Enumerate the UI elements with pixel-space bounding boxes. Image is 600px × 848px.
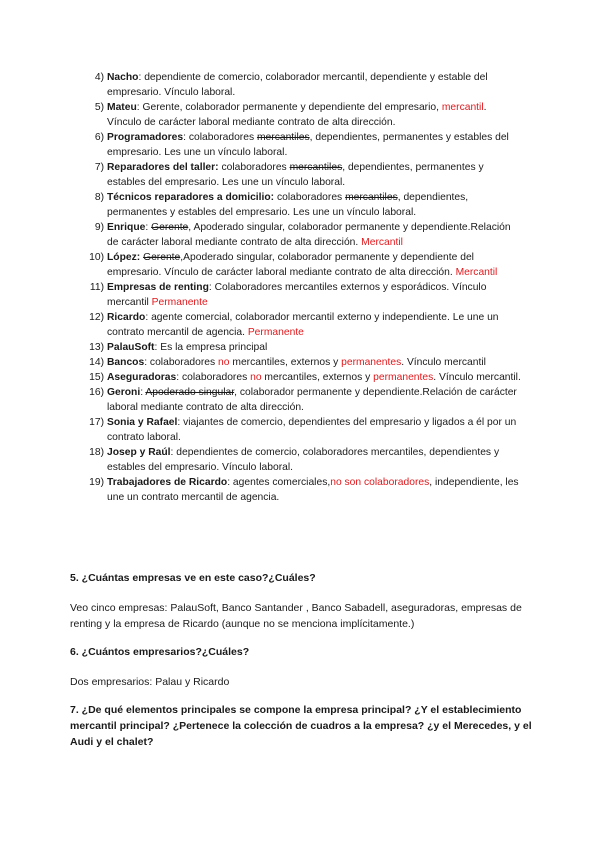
item-text: , dependientes, permanentes y estables del empresario. Les une un vínculo laboral. <box>107 192 469 218</box>
item-text: colaboradores <box>218 162 290 173</box>
list-item <box>80 70 522 100</box>
list-item-number: 18) <box>89 447 104 458</box>
item-name: Geroni <box>107 387 141 398</box>
list-item-number: 11) <box>89 282 104 293</box>
red-annotation: permanentes <box>373 372 434 383</box>
red-annotation: Mercantil <box>455 267 498 278</box>
item-text: : colaboradores <box>144 357 219 368</box>
answer-5: Veo cinco empresas: PalauSoft, Banco Santander , Banco Sabadell, aseguradoras, empresas de renting y la empresa de Ricardo (aunque no se menciona implícitamente.) <box>70 602 522 630</box>
red-annotation: Permanente <box>247 327 304 338</box>
list-item-number: 17) <box>89 417 104 428</box>
list-item <box>80 250 522 280</box>
item-name: Bancos <box>107 357 145 368</box>
item-text: : colaboradores <box>176 372 251 383</box>
item-text: . Vínculo de carácter laboral mediante contrato de alta dirección. <box>107 102 487 128</box>
item-text: : dependientes de comercio, colaboradores mercantiles, dependientes y estables del empresario. Vínculo laboral. <box>107 447 500 473</box>
item-name: Ricardo <box>107 312 146 323</box>
struck-text: mercantiles <box>289 162 343 173</box>
list-item-number: 8) <box>94 192 104 203</box>
item-text: , independiente, les une un contrato mercantil de agencia. <box>107 477 519 503</box>
question-6-section <box>70 644 540 690</box>
red-annotation: no <box>250 372 262 383</box>
question-6: 6. ¿Cuántos empresarios?¿Cuáles? <box>70 646 250 658</box>
red-annotation: no son colaboradores <box>330 477 430 488</box>
item-text: : agentes comerciales, <box>227 477 331 488</box>
struck-text: Gerente <box>143 252 181 263</box>
item-name: Reparadores del taller: <box>107 162 219 173</box>
item-text: mercantiles, externos y <box>261 372 374 383</box>
item-text: : <box>140 387 146 398</box>
list-item-number: 19) <box>89 477 104 488</box>
item-name: Mateu <box>107 102 137 113</box>
list-item <box>80 160 522 190</box>
item-text: colaboradores <box>274 192 346 203</box>
list-item-number: 14) <box>89 357 104 368</box>
struck-text: Gerente <box>151 222 189 233</box>
list-item <box>80 475 522 505</box>
item-name: López: <box>107 252 141 263</box>
list-item-number: 7) <box>94 162 104 173</box>
list-item-number: 13) <box>89 342 104 353</box>
item-name: Enrique <box>107 222 146 233</box>
item-text: : dependiente de comercio, colaborador mercantil, dependiente y estable del empresario. Vínculo laboral. <box>107 72 488 98</box>
item-text: . Vínculo mercantil <box>401 357 486 368</box>
list-item <box>80 100 522 130</box>
item-text: : Colaboradores mercantiles externos y esporádicos. Vínculo mercantil <box>107 282 487 308</box>
list-item <box>80 385 522 415</box>
item-name: Josep y Raúl <box>107 447 171 458</box>
item-text: : colaboradores <box>183 132 257 143</box>
list-item <box>80 220 522 250</box>
list-item <box>80 190 522 220</box>
item-text: : agente comercial, colaborador mercantil externo y independiente. Le une un contrato mercantil de agencia. <box>107 312 499 338</box>
item-text: , dependientes, permanentes y estables del empresario. Les une un vínculo laboral. <box>107 132 509 158</box>
item-name: PalauSoft <box>107 342 155 353</box>
list-item <box>80 415 522 445</box>
question-7: 7. ¿De qué elementos principales se compone la empresa principal? ¿Y el establecimiento mercantil principal? ¿Pertenece la colección de cuadros a la empresa? ¿y el Merecedes, y el Audi y el chalet? <box>70 704 532 748</box>
list-item <box>80 355 522 370</box>
answer-6: Dos empresarios: Palau y Ricardo <box>70 676 230 688</box>
list-item-number: 6) <box>94 132 104 143</box>
item-text: : Gerente, colaborador permanente y dependiente del empresario, <box>136 102 442 113</box>
item-text: , colaborador permanente y dependiente.Relación de carácter laboral mediante contrato de alta dirección. <box>107 387 517 413</box>
red-annotation: mercantil <box>441 102 484 113</box>
list-item-number: 9) <box>94 222 104 233</box>
item-text: . Vínculo mercantil. <box>433 372 521 383</box>
question-7-section <box>70 702 540 750</box>
list-item <box>80 445 522 475</box>
question-5: 5. ¿Cuántas empresas ve en este caso?¿Cuáles? <box>70 572 316 584</box>
struck-text: mercantiles <box>256 132 310 143</box>
item-text: : <box>145 222 152 233</box>
item-name: Trabajadores de Ricardo <box>107 477 228 488</box>
list-item <box>80 280 522 310</box>
item-text: mercantiles, externos y <box>229 357 342 368</box>
list-item <box>80 130 522 160</box>
list-item <box>80 340 522 355</box>
list-item-number: 10) <box>89 252 104 263</box>
red-annotation: no <box>218 357 230 368</box>
struck-text: Apoderado singular <box>145 387 235 398</box>
list-item-number: 4) <box>94 72 104 83</box>
item-text: : Es la empresa principal <box>154 342 268 353</box>
red-annotation: permanentes <box>341 357 402 368</box>
red-annotation: Permanente <box>151 297 208 308</box>
item-name: Nacho <box>107 72 139 83</box>
item-name: Empresas de renting <box>107 282 209 293</box>
item-name: Programadores <box>107 132 184 143</box>
struck-text: mercantiles <box>345 192 398 203</box>
item-text: , dependientes, permanentes y estables del empresario. Les une un vínculo laboral. <box>107 162 484 188</box>
list-item-number: 12) <box>89 312 104 323</box>
red-annotation: Mercantil <box>361 237 403 248</box>
list-item <box>80 370 522 385</box>
collaborators-list <box>80 70 522 505</box>
item-name: Aseguradoras <box>107 372 177 383</box>
list-item-number: 16) <box>89 387 104 398</box>
list-item-number: 15) <box>89 372 104 383</box>
list-item-number: 5) <box>94 102 104 113</box>
list-item <box>80 310 522 340</box>
item-text: , Apoderado singular, colaborador permanente y dependiente.Relación de carácter laboral mediante contrato de alta dirección. <box>107 222 511 248</box>
item-name: Sonia y Rafael <box>107 417 178 428</box>
question-5-section <box>70 570 540 632</box>
item-text: : viajantes de comercio, dependientes del empresario y ligados a él por un contrato laboral. <box>107 417 517 443</box>
item-name: Técnicos reparadores a domicilio: <box>107 192 275 203</box>
item-text: ,Apoderado singular, colaborador permanente y dependiente del empresario. Vínculo de carácter laboral mediante contrato de alta dirección. <box>107 252 474 278</box>
